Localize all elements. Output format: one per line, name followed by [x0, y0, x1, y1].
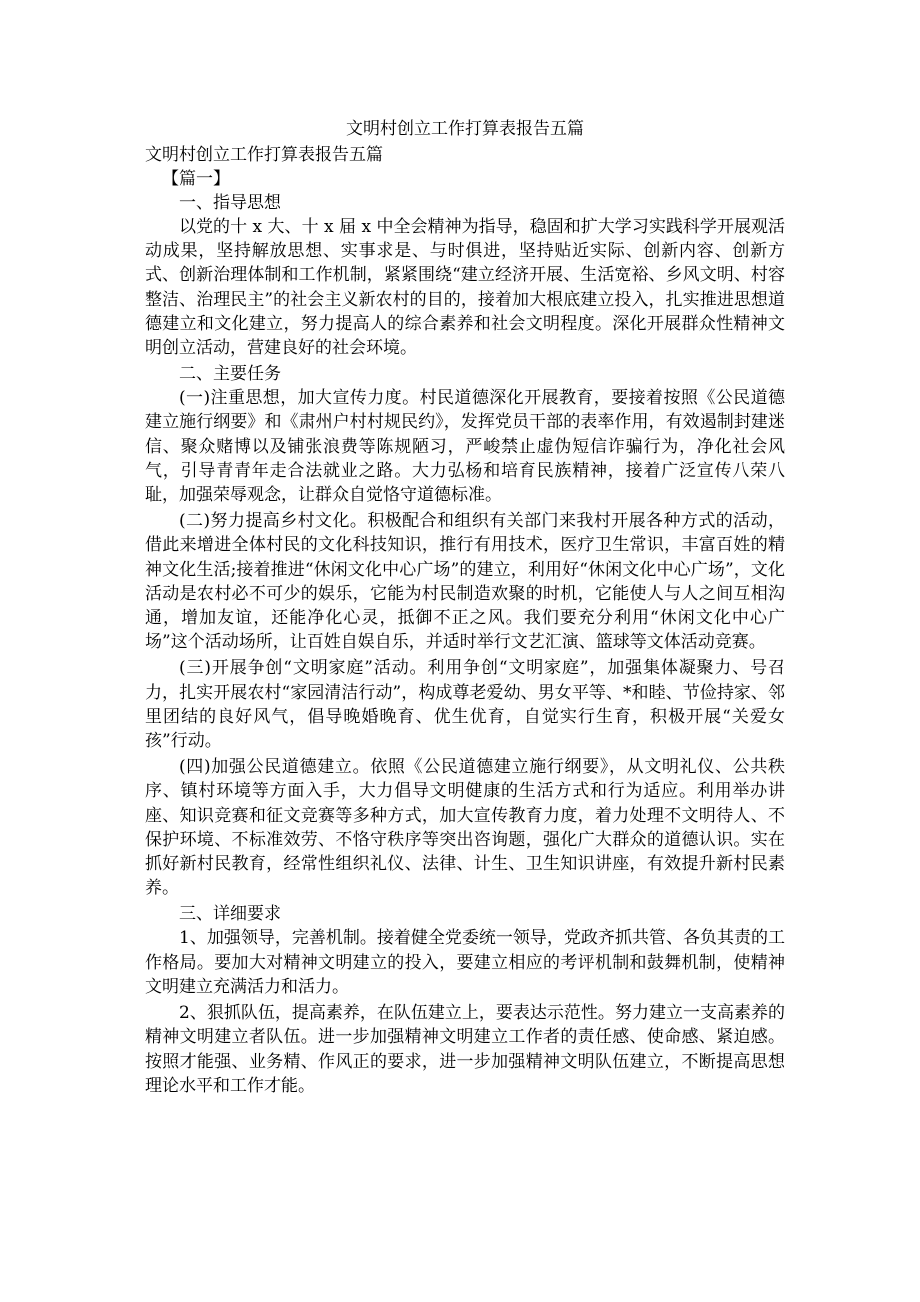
section-tag: 【篇一】 — [162, 169, 230, 189]
document-page — [145, 116, 785, 1100]
section-main-tasks — [145, 362, 785, 900]
paragraph: (三)开展争创“文明家庭”活动。利用争创“文明家庭”，加强集体凝聚力、号召力，扎实开展农村“家园清洁行动”，构成尊老爱幼、男女平等、*和睦、节俭持家、邻里团结的良好风气，倡导晚婚晚育、优生优育，自觉实行生育，积极开展“关爱女孩”行动。 — [145, 658, 785, 752]
paragraph: (四)加强公民道德建立。依照《公民道德建立施行纲要》，从文明礼仪、公共秩序、镇村环境等方面入手，大力倡导文明健康的生活方式和行为适应。利用举办讲座、知识竞赛和征文竞赛等多种方式，加大宣传教育力度，着力处理不文明待人、不保护环境、不标准效劳、不恪守秩序等突出咨询题，强化广大群众的道德认识。实在抓好新村民教育，经常性组织礼仪、法律、计生、卫生知识讲座，有效提升新村民素养。 — [145, 757, 785, 899]
document-title: 文明村创立工作打算表报告五篇 — [346, 119, 584, 139]
section-heading: 三、详细要求 — [179, 904, 281, 925]
section-guiding-ideology — [145, 191, 785, 360]
section-detailed-requirements — [145, 902, 785, 1097]
document-subtitle: 文明村创立工作打算表报告五篇 — [145, 145, 383, 165]
paragraph: 1、加强领导，完善机制。接着健全党委统一领导，党政齐抓共管、各负其责的工作格局。要加大对精神文明建立的投入，要建立相应的考评机制和鼓舞机制，使精神文明建立充满活力和活力。 — [145, 928, 785, 997]
paragraph: 2、狠抓队伍，提高素养，在队伍建立上，要表达示范性。努力建立一支高素养的精神文明建立者队伍。进一步加强精神文明建立工作者的责任感、使命感、紧迫感。按照才能强、业务精、作风正的要求，进一步加强精神文明队伍建立，不断提高思想理论水平和工作才能。 — [145, 1003, 785, 1096]
section-heading: 二、主要任务 — [179, 364, 281, 385]
paragraph: 以党的十 x 大、十 x 届 x 中全会精神为指导，稳固和扩大学习实践科学开展观活动成果，坚持解放思想、实事求是、与时俱进，坚持贴近实际、创新内容、创新方式、创新治理体制和工作机制，紧紧围绕“建立经济开展、生活宽裕、乡风文明、村容整洁、治理民主”的社会主义新农村的目的，接着加大根底建立投入，扎实推进思想道德建立和文化建立，努力提高人的综合素养和社会文明程度。深化开展群众性精神文明创立活动，营建良好的社会环境。 — [145, 217, 785, 359]
paragraph: (一)注重思想，加大宣传力度。村民道德深化开展教育，要接着按照《公民道德建立施行纲要》和《肃州户村村规民约》，发挥党员干部的表率作用，有效遏制封建迷信、聚众赌博以及铺张浪费等陈规陋习，严峻禁止虚伪短信诈骗行为，净化社会风气，引导青青年走合法就业之路。大力弘杨和培育民族精神，接着广泛宣传八荣八耻，加强荣辱观念，让群众自觉恪守道德标准。 — [145, 388, 785, 506]
paragraph: (二)努力提高乡村文化。积极配合和组织有关部门来我村开展各种方式的活动，借此来增进全体村民的文化科技知识，推行有用技术，医疗卫生常识，丰富百姓的精神文化生活;接着推进“休闲文化中心广场”的建立，利用好“休闲文化中心广场”，文化活动是农村必不可少的娱乐，它能为村民制造欢聚的时机，它能使人与人之间互相沟通，增加友谊，还能净化心灵，抵御不正之风。我们要充分利用“休闲文化中心广场”这个活动场所，让百姓自娱自乐，并适时举行文艺汇演、篮球等文体活动竞赛。 — [145, 511, 785, 653]
section-heading: 一、指导思想 — [179, 193, 281, 213]
